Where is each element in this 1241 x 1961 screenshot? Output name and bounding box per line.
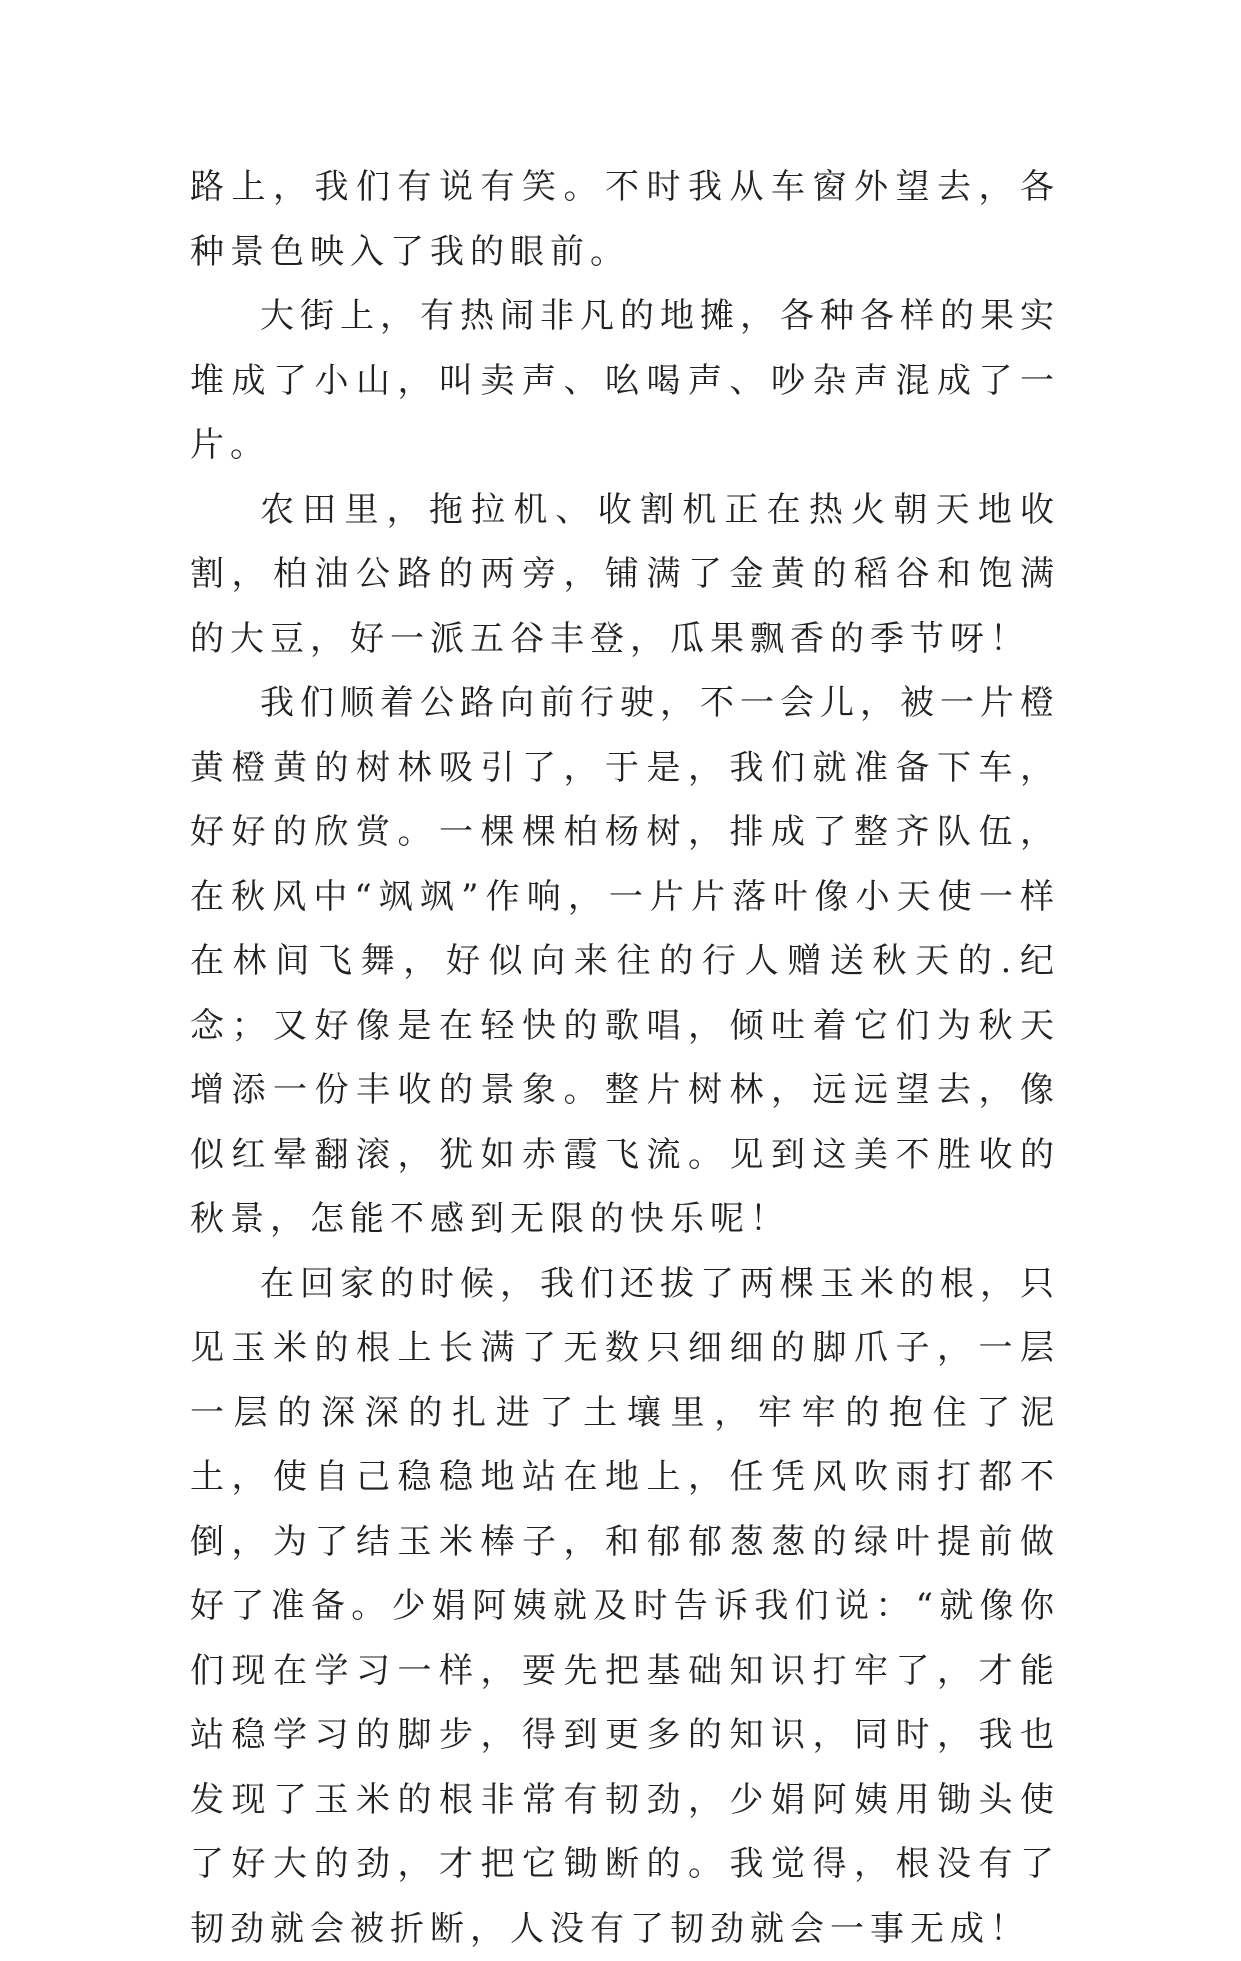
document-body (190, 155, 1060, 1961)
paragraph-3: 农田里，拖拉机、收割机正在热火朝天地收割，柏油公路的两旁，铺满了金黄的稻谷和饱满的大豆，好一派五谷丰登，瓜果飘香的季节呀！ (190, 478, 1060, 672)
paragraph-5: 在回家的时候，我们还拔了两棵玉米的根，只见玉米的根上长满了无数只细细的脚爪子，一层一层的深深的扎进了土壤里，牢牢的抱住了泥土，使自己稳稳地站在地上，任凭风吹雨打都不倒，为了结玉米棒子，和郁郁葱葱的绿叶提前做好了准备。少娟阿姨就及时告诉我们说：“就像你们现在学习一样，要先把基础知识打牢了，才能站稳学习的脚步，得到更多的知识，同时，我也发现了玉米的根非常有韧劲，少娟阿姨用锄头使了好大的劲，才把它锄断的。我觉得，根没有了韧劲就会被折断，人没有了韧劲就会一事无成！ (190, 1252, 1060, 1961)
paragraph-1: 路上，我们有说有笑。不时我从车窗外望去，各种景色映入了我的眼前。 (190, 155, 1060, 284)
paragraph-4: 我们顺着公路向前行驶，不一会儿，被一片橙黄橙黄的树林吸引了，于是，我们就准备下车，好好的欣赏。一棵棵柏杨树，排成了整齐队伍，在秋风中“飒飒”作响，一片片落叶像小天使一样在林间飞舞，好似向来往的行人赠送秋天的.纪念；又好像是在轻快的歌唱，倾吐着它们为秋天增添一份丰收的景象。整片树林，远远望去，像似红晕翻滚，犹如赤霞飞流。见到这美不胜收的秋景，怎能不感到无限的快乐呢！ (190, 671, 1060, 1252)
paragraph-2: 大街上，有热闹非凡的地摊，各种各样的果实堆成了小山，叫卖声、吆喝声、吵杂声混成了一片。 (190, 284, 1060, 478)
